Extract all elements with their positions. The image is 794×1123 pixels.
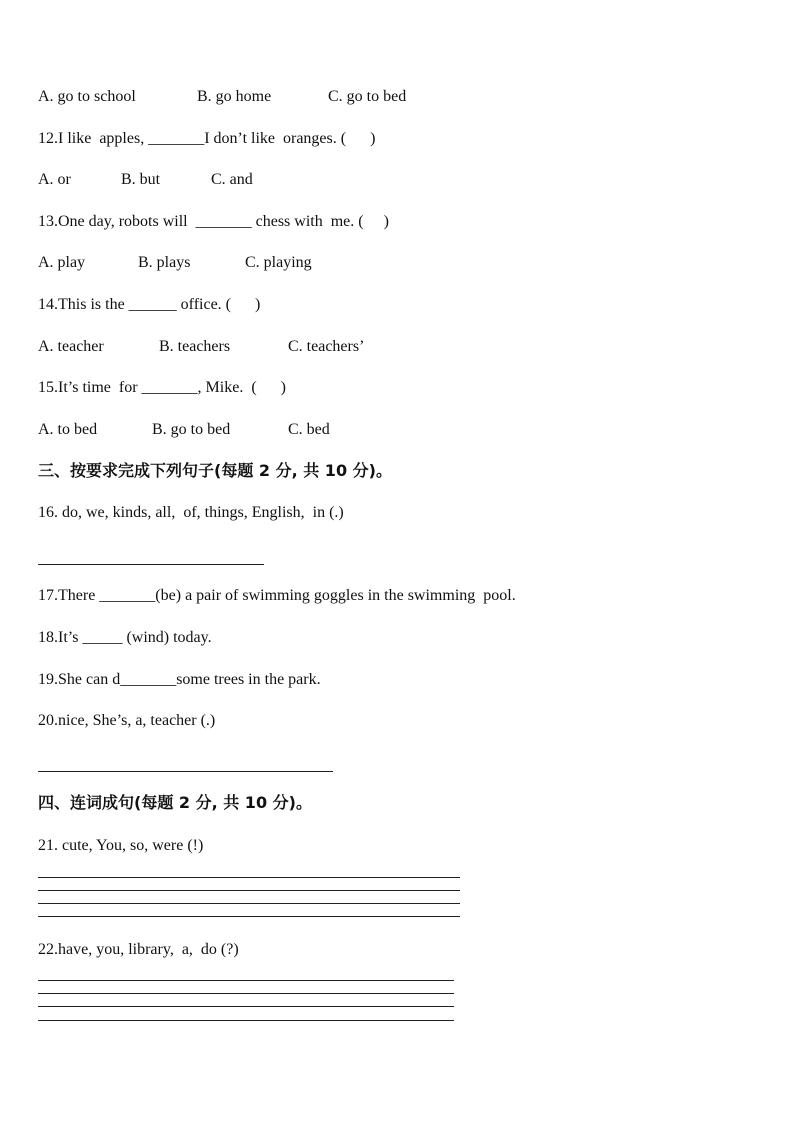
q11-option-c: C. go to bed (328, 88, 407, 105)
q15-option-a: A. to bed (38, 421, 98, 438)
q20-answer-line[interactable] (38, 771, 333, 772)
section-4-heading: 四、连词成句(每题 2 分, 共 10 分)。 (38, 793, 312, 812)
q22-answer-line-1[interactable] (38, 980, 454, 981)
q12-option-c: C. and (211, 171, 253, 188)
q21-answer-line-4[interactable] (38, 916, 460, 917)
q21-answer-line-2[interactable] (38, 890, 460, 891)
q12-option-a: A. or (38, 171, 71, 188)
section-3-heading: 三、按要求完成下列句子(每题 2 分, 共 10 分)。 (38, 461, 392, 480)
q14-option-c: C. teachers’ (288, 338, 365, 355)
q16-question: 16. do, we, kinds, all, of, things, English, in (.) (38, 504, 344, 521)
q14-option-a: A. teacher (38, 338, 104, 355)
q13-option-c: C. playing (245, 254, 312, 271)
q13-option-b: B. plays (138, 254, 191, 271)
q22-answer-line-2[interactable] (38, 993, 454, 994)
q15-option-c: C. bed (288, 421, 330, 438)
q21-answer-line-1[interactable] (38, 877, 460, 878)
q12-question: 12.I like apples, _______I don’t like oranges. ( ) (38, 130, 376, 147)
q22-answer-line-4[interactable] (38, 1020, 454, 1021)
q19-question: 19.She can d_______some trees in the park. (38, 671, 321, 688)
q14-option-b: B. teachers (159, 338, 231, 355)
q22-question: 22.have, you, library, a, do (?) (38, 941, 239, 958)
q18-question: 18.It’s _____ (wind) today. (38, 629, 212, 646)
q14-question: 14.This is the ______ office. ( ) (38, 296, 261, 313)
q12-option-b: B. but (121, 171, 161, 188)
q15-option-b: B. go to bed (152, 421, 231, 438)
q21-answer-line-3[interactable] (38, 903, 460, 904)
q16-answer-line[interactable] (38, 564, 264, 565)
q22-answer-line-3[interactable] (38, 1006, 454, 1007)
q11-option-b: B. go home (197, 88, 272, 105)
q20-question: 20.nice, She’s, a, teacher (.) (38, 712, 216, 729)
q11-option-a: A. go to school (38, 88, 136, 105)
q15-question: 15.It’s time for _______, Mike. ( ) (38, 379, 286, 396)
q21-question: 21. cute, You, so, were (!) (38, 837, 204, 854)
q13-option-a: A. play (38, 254, 86, 271)
q13-question: 13.One day, robots will _______ chess with me. ( ) (38, 213, 389, 230)
q17-question: 17.There _______(be) a pair of swimming goggles in the swimming pool. (38, 587, 516, 604)
